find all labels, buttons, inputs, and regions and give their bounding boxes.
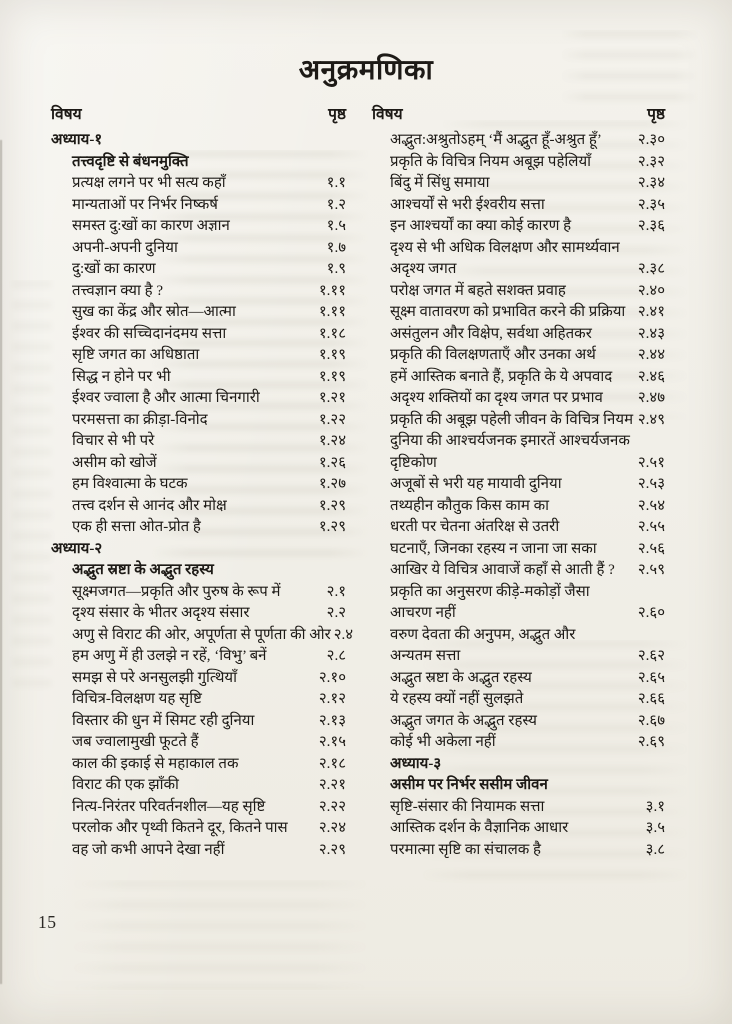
toc-entry-page-number: २.३० [637,132,665,148]
toc-entry-title: दृश्य से भी अधिक विलक्षण और सामर्थ्यवान [390,239,620,256]
toc-entry-title: काल की इकाई से महाकाल तक [72,755,239,772]
toc-entry-title: परलोक और पृथ्वी कितने दूर, कितने पास [72,820,288,836]
toc-row [51,668,346,690]
toc-row [51,754,346,776]
toc-entry-title: वह जो कभी आपने देखा नहीं [72,841,225,858]
toc-entry-title: प्रत्यक्ष लगने पर भी सत्य कहाँ [72,175,226,191]
toc-row [51,238,346,260]
toc-row [51,388,346,410]
toc-entry-title: अद्भुत जगत के अद्भुत रहस्य [390,712,537,729]
toc-entry-title: तत्त्वज्ञान क्या है ? [72,282,163,299]
toc-row [51,711,346,733]
left-column-rows [51,130,354,861]
toc-entry-page-number: १.२९ [318,497,346,514]
toc-row [51,646,346,668]
toc-row [372,625,665,647]
toc-entry-title: एक ही सत्ता ओत-प्रोत है [72,519,201,535]
toc-entry-title: बिंदु में सिंधु समाया [390,175,490,191]
toc-entry-title: सिद्ध न होने पर भी [72,368,171,385]
toc-entry-title: तत्त्वदृष्टि से बंधनमुक्ति [72,153,189,170]
toc-row [51,797,346,819]
toc-row [372,259,665,281]
toc-row [372,646,665,668]
toc-entry-page-number: २.१५ [318,734,346,750]
toc-entry-title: ये रहस्य क्यों नहीं सुलझते [390,691,524,707]
toc-entry-page-number: १.२२ [318,411,346,428]
toc-row [51,625,354,647]
toc-entry-page-number: २.१० [318,669,346,686]
toc-row [372,754,665,776]
toc-entry-title: असीम को खोजें [72,454,157,471]
toc-row [372,818,665,840]
toc-entry-page-number: २.३६ [637,218,665,234]
right-column-rows [372,130,665,861]
toc-entry-title: आस्तिक दर्शन के वैज्ञानिक आधार [390,820,569,836]
toc-entry-page-number: २.४३ [637,325,665,342]
toc-entry-page-number: २.५६ [637,540,665,557]
bleed-through-smudge [70,880,370,990]
toc-entry-title: अध्याय-३ [390,755,442,772]
toc-columns [51,104,665,861]
toc-row [372,388,665,410]
page-column-label: पृष्ठ [647,106,665,123]
toc-entry-title: सृष्टि जगत का अधिष्ठाता [72,347,200,363]
toc-entry-page-number: २.३२ [637,153,665,170]
toc-entry-title: विराट की एक झाँकी [72,777,179,793]
toc-entry-page-number: १.२ [326,196,346,213]
toc-row [372,324,665,346]
toc-row [372,302,665,324]
toc-entry-title: अजूबों से भरी यह मायावी दुनिया [390,476,562,492]
toc-row [372,173,665,195]
toc-entry-title: अद्भुत स्रष्टा के अद्भुत रहस्य [390,669,532,686]
toc-entry-page-number: १.१९ [318,368,346,385]
toc-row [51,173,346,195]
toc-entry-title: दुनिया की आश्चर्यजनक इमारतें आश्चर्यजनक [390,433,630,449]
toc-entry-title: प्रकृति का अनुसरण कीड़े-मकोड़ों जैसा [390,583,590,600]
toc-row [372,775,665,797]
toc-entry-title: सूक्ष्म वातावरण को प्रभावित करने की प्रक्रिया [390,304,626,320]
page-number: 15 [38,912,57,932]
toc-entry-title: दृष्टिकोण [390,454,437,471]
toc-entry-page-number: ३.५ [645,820,665,836]
toc-row [372,216,665,238]
toc-entry-title: दृश्य संसार के भीतर अदृश्य संसार [72,605,250,621]
toc-entry-page-number: १.२७ [318,476,346,492]
toc-row [372,195,665,217]
toc-row [51,216,346,238]
toc-row [51,367,346,389]
toc-row [51,689,346,711]
toc-row [51,259,346,281]
toc-entry-page-number: २.५५ [637,519,665,535]
toc-row [51,732,346,754]
toc-row [51,453,346,475]
right-column-header [372,104,665,130]
toc-entry-page-number: २.४६ [637,368,665,385]
toc-row [372,732,665,754]
toc-entry-page-number: १.२१ [318,390,346,406]
toc-entry-title: धरती पर चेतना अंतरिक्ष से उतरी [390,519,560,535]
toc-entry-title: नित्य-निरंतर परिवर्तनशील—यह सृष्टि [72,798,266,815]
toc-row [51,539,346,561]
toc-entry-page-number: २.६९ [637,734,665,750]
toc-row [372,797,665,819]
toc-entry-page-number: २.१३ [318,712,346,729]
toc-row [372,582,665,604]
toc-entry-page-number: १.११ [318,304,346,320]
toc-entry-page-number: १.५ [326,218,346,234]
toc-entry-page-number: २.४९ [637,411,665,428]
toc-row [51,152,346,174]
toc-row [51,281,346,303]
toc-entry-page-number: २.४० [637,282,665,299]
toc-entry-page-number: ३.८ [645,841,665,858]
toc-entry-page-number: १.९ [326,261,346,277]
toc-entry-title: जब ज्वालामुखी फूटते हैं [72,734,199,750]
toc-entry-title: परोक्ष जगत में बहते सशक्त प्रवाह [390,282,566,299]
subject-column-label: विषय [372,106,403,123]
toc-row [372,431,665,453]
toc-entry-title: असंतुलन और विक्षेप, सर्वथा अहितकर [390,325,592,342]
toc-entry-title: समझ से परे अनसुलझी गुत्थियाँ [72,669,238,686]
scan-edge-line [0,140,2,984]
toc-entry-page-number: २.१८ [318,755,346,772]
toc-entry-title: हम विश्वात्मा के घटक [72,476,188,492]
toc-entry-page-number: १.११ [318,282,346,299]
toc-right-column [372,104,665,861]
toc-entry-title: अध्याय-१ [51,132,103,148]
toc-entry-title: विचित्र-विलक्षण यह सृष्टि [72,691,202,707]
toc-entry-page-number: २.८ [326,648,346,664]
toc-row [372,517,665,539]
toc-row [51,560,346,582]
toc-row [51,302,346,324]
toc-entry-title: अद्भुत:अश्रुतोऽहम् ‘मैं अद्भुत हूँ-अश्रुत हूँ’ [390,132,602,148]
toc-row [51,324,346,346]
toc-entry-page-number: १.२९ [318,519,346,535]
toc-entry-title: विचार से भी परे [72,433,155,449]
toc-row [372,410,665,432]
toc-row [372,711,665,733]
toc-entry-page-number: १.१९ [318,347,346,363]
toc-entry-title: घटनाएँ, जिनका रहस्य न जाना जा सका [390,540,597,557]
toc-entry-title: वरुण देवता की अनुपम, अद्भुत और [390,626,576,643]
toc-entry-page-number: २.२९ [318,841,346,858]
toc-entry-page-number: २.६२ [637,648,665,664]
toc-row [372,560,665,582]
toc-entry-page-number: २.४ [333,626,354,643]
toc-entry-page-number: २.५३ [637,476,665,492]
toc-row [372,345,665,367]
toc-row [372,840,665,862]
toc-row [51,582,346,604]
toc-entry-title: मान्यताओं पर निर्भर निष्कर्ष [72,196,218,213]
toc-entry-title: असीम पर निर्भर ससीम जीवन [390,777,548,793]
toc-row [51,195,346,217]
toc-entry-page-number: १.२४ [318,433,346,449]
toc-entry-title: अदृश्य जगत [390,261,457,277]
toc-row [51,130,346,152]
toc-row [372,238,665,260]
toc-entry-title: आचरण नहीं [390,605,456,621]
toc-entry-page-number: २.६६ [637,691,665,707]
toc-entry-page-number: २.१२ [318,691,346,707]
toc-entry-title: प्रकृति के विचित्र नियम अबूझ पहेलियाँ [390,153,592,170]
toc-entry-page-number: २.४७ [637,390,665,406]
toc-entry-page-number: १.१ [326,175,346,191]
toc-entry-title: आखिर ये विचित्र आवाजें कहाँ से आती हैं ? [390,562,615,578]
toc-entry-page-number: २.४४ [637,347,665,363]
toc-entry-page-number: २.१ [326,583,346,600]
toc-row [51,775,346,797]
toc-entry-title: सूक्ष्मजगत—प्रकृति और पुरुष के रूप में [72,583,281,600]
page-title: अनुक्रमणिका [298,55,434,86]
bleed-through-smudge [8,280,56,700]
toc-entry-title: तथ्यहीन कौतुक किस काम का [390,497,550,514]
toc-entry-page-number: २.२ [326,605,346,621]
toc-entry-page-number: २.५१ [637,454,665,471]
toc-entry-title: ईश्वर ज्वाला है और आत्मा चिनगारी [72,390,260,406]
toc-entry-title: हमें आस्तिक बनाते हैं, प्रकृति के ये अपवाद [390,368,613,385]
toc-entry-title: आश्चर्यों से भरी ईश्वरीय सत्ता [390,196,545,213]
toc-row [372,130,665,152]
toc-entry-page-number: २.४१ [637,304,665,320]
toc-row [51,431,346,453]
toc-entry-page-number: २.६० [637,605,665,621]
toc-entry-title: प्रकृति की अबूझ पहेली जीवन के विचित्र नियम [390,411,634,428]
toc-entry-page-number: २.५९ [637,562,665,578]
toc-entry-page-number: २.५४ [637,497,665,514]
toc-entry-page-number: ३.१ [645,798,665,815]
toc-entry-title: इन आश्चर्यों का क्या कोई कारण है [390,218,572,234]
toc-entry-page-number: १.१८ [318,325,346,342]
page-column-label: पृष्ठ [328,106,346,123]
toc-entry-page-number: २.६७ [637,712,665,729]
toc-row [51,840,346,862]
toc-entry-title: तत्त्व दर्शन से आनंद और मोक्ष [72,497,227,514]
toc-entry-title: परमसत्ता का क्रीड़ा-विनोद [72,411,208,428]
toc-entry-page-number: २.३५ [637,196,665,213]
toc-row [51,345,346,367]
toc-left-column [51,104,354,861]
toc-entry-title: सृष्टि-संसार की नियामक सत्ता [390,798,545,815]
toc-row [51,496,346,518]
toc-entry-page-number: १.२६ [318,454,346,471]
toc-entry-title: अन्यतम सत्ता [390,648,461,664]
toc-row [372,474,665,496]
toc-entry-page-number: २.६५ [637,669,665,686]
toc-entry-title: अणु से विराट की ओर, अपूर्णता से पूर्णता की ओर [72,626,331,643]
toc-row [372,668,665,690]
toc-entry-title: विस्तार की धुन में सिमट रही दुनिया [72,712,255,729]
toc-entry-title: सुख का केंद्र और स्रोत—आत्मा [72,304,236,320]
toc-entry-title: अपनी-अपनी दुनिया [72,239,178,256]
toc-entry-page-number: १.७ [326,239,346,256]
toc-entry-title: दु:खों का कारण [72,261,156,277]
toc-row [372,367,665,389]
toc-row [51,517,346,539]
toc-entry-title: ईश्वर की सच्चिदानंदमय सत्ता [72,325,227,342]
left-column-header [51,104,346,130]
toc-entry-title: कोई भी अकेला नहीं [390,734,496,750]
toc-entry-title: समस्त दु:खों का कारण अज्ञान [72,218,230,234]
toc-entry-page-number: २.२२ [318,798,346,815]
toc-row [372,496,665,518]
toc-entry-page-number: २.२१ [318,777,346,793]
toc-entry-title: अदृश्य शक्तियों का दृश्य जगत पर प्रभाव [390,390,603,406]
toc-row [51,818,346,840]
toc-entry-title: परमात्मा सृष्टि का संचालक है [390,841,541,858]
toc-row [372,152,665,174]
toc-entry-title: अद्भुत स्रष्टा के अद्भुत रहस्य [72,562,214,578]
toc-row [372,453,665,475]
toc-entry-page-number: २.२४ [318,820,346,836]
toc-row [372,689,665,711]
toc-entry-title: हम अणु में ही उलझे न रहें, ‘विभु’ बनें [72,648,267,664]
toc-entry-title: अध्याय-२ [51,540,103,557]
toc-entry-title: प्रकृति की विलक्षणताएँ और उनका अर्थ [390,347,596,363]
toc-row [51,603,346,625]
subject-column-label: विषय [51,106,82,123]
toc-entry-page-number: २.३४ [637,175,665,191]
toc-entry-page-number: २.३८ [637,261,665,277]
toc-row [372,539,665,561]
toc-row [51,410,346,432]
toc-row [372,603,665,625]
toc-row [372,281,665,303]
toc-row [51,474,346,496]
